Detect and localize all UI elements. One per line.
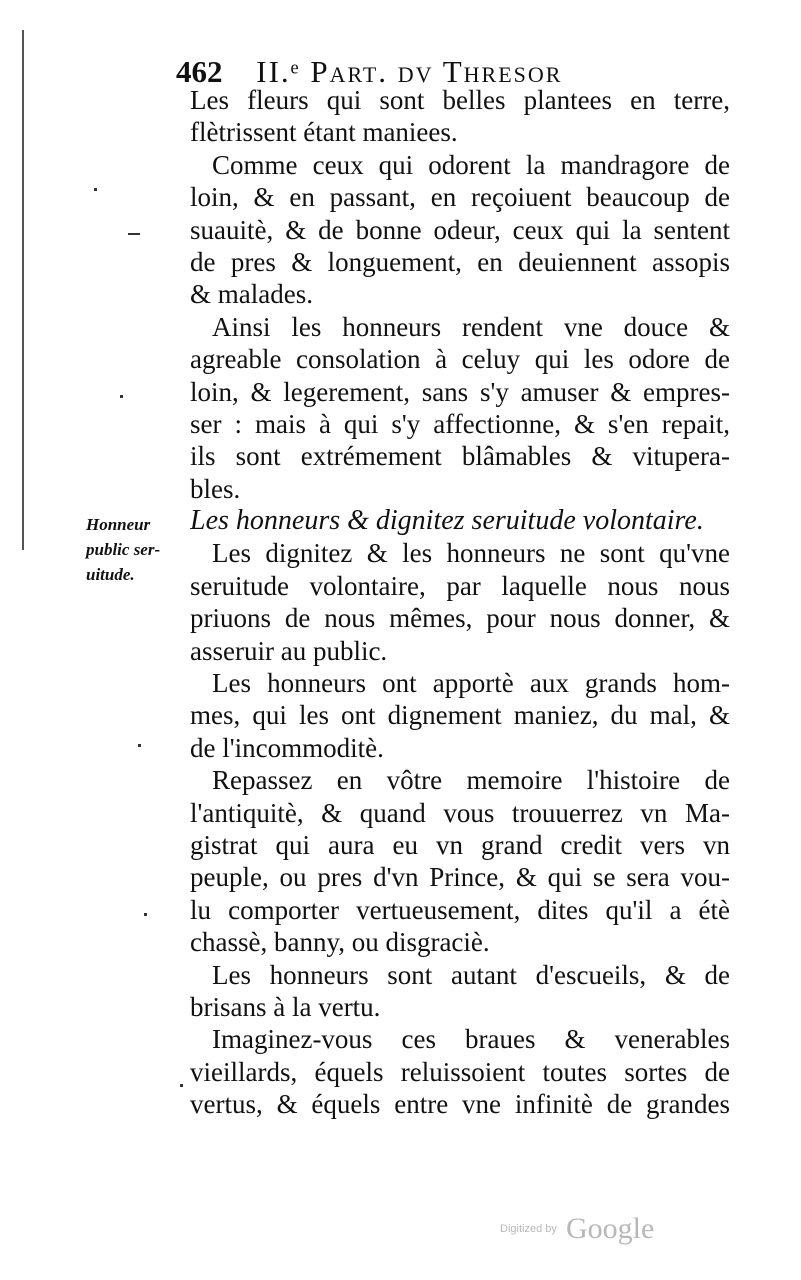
text-line: lu comporter vertueusement, dites qu'il a étè — [190, 894, 730, 925]
text-line: Imaginez-vous ces braues & venerables — [212, 1024, 730, 1055]
text-line: agreable consolation à celuy qui les odore de — [190, 344, 730, 375]
text-line: & malades. — [190, 279, 313, 310]
text-line: Comme ceux qui odorent la mandragore de — [212, 149, 730, 180]
text-line: loin, & legerement, sans s'y amuser & empres- — [190, 376, 730, 407]
text-line: chassè, banny, ou disgraciè. — [190, 927, 490, 958]
text-line: loin, & en passant, en reçoiuent beaucoup de — [190, 182, 730, 213]
text-line: de l'incommoditè. — [190, 732, 384, 763]
text-line: Les honneurs ont apportè aux grands hom- — [212, 668, 730, 699]
text-line: flètrissent étant maniees. — [190, 117, 458, 148]
text-line: l'antiquitè, & quand vous trouuerrez vn Ma- — [190, 797, 730, 828]
text-line: brisans à la vertu. — [190, 991, 381, 1022]
text-line: peuple, ou pres d'vn Prince, & qui se sera vou- — [190, 862, 730, 893]
page-number: 462 — [176, 54, 223, 89]
text-line: bles. — [190, 473, 241, 504]
margin-speck — [138, 744, 141, 747]
watermark-brand: Google — [565, 1212, 655, 1245]
text-line: gistrat qui aura eu vn grand credit vers vn — [190, 829, 730, 860]
margin-note-line: Honneur — [86, 515, 151, 534]
text-line: Repassez en vôtre memoire l'histoire de — [212, 765, 730, 796]
text-line: Ainsi les honneurs rendent vne douce & — [212, 311, 730, 342]
digitized-watermark — [500, 1212, 700, 1252]
text-line: Les fleurs qui sont belles plantees en terre, — [190, 85, 730, 115]
text-line: Les dignitez & les honneurs ne sont qu'vne — [212, 538, 730, 569]
margin-speck — [144, 913, 147, 916]
margin-note — [86, 512, 190, 587]
running-title: II.ᵉ Part. dv Thresor — [256, 54, 563, 89]
body-text — [190, 84, 730, 1121]
text-line: ils sont extrémement blâmables & vitupera- — [190, 441, 730, 472]
page-edge-rule — [22, 30, 24, 550]
margin-speck — [120, 395, 123, 398]
text-line: vieillards, équels reluissoient toutes sortes de — [190, 1056, 730, 1087]
text-line: priuons de nous mêmes, pour nous donner, & — [190, 603, 730, 634]
margin-speck — [128, 233, 140, 235]
watermark-prefix: Digitized by — [500, 1223, 557, 1235]
text-line: de pres & longuement, en deuiennent assopis — [190, 246, 730, 277]
text-line: mes, qui les ont dignement maniez, du mal, & — [190, 700, 730, 731]
margin-note-line: public ser- — [86, 540, 161, 559]
margin-note-line: uitude. — [86, 565, 135, 584]
section-heading: Les honneurs & dignitez seruitude volontaire. — [190, 505, 704, 537]
margin-speck — [180, 1084, 183, 1087]
text-line: Les honneurs sont autant d'escueils, & de — [212, 959, 730, 990]
text-line: vertus, & équels entre vne infinitè de grandes — [190, 1089, 730, 1120]
text-line: asseruir au public. — [190, 635, 388, 666]
text-line: ser : mais à qui s'y affectionne, & s'en repait, — [190, 408, 730, 439]
text-line: seruitude volontaire, par laquelle nous nous — [190, 570, 730, 601]
text-line: suauitè, & de bonne odeur, ceux qui la sentent — [190, 214, 730, 245]
margin-speck — [94, 188, 97, 191]
